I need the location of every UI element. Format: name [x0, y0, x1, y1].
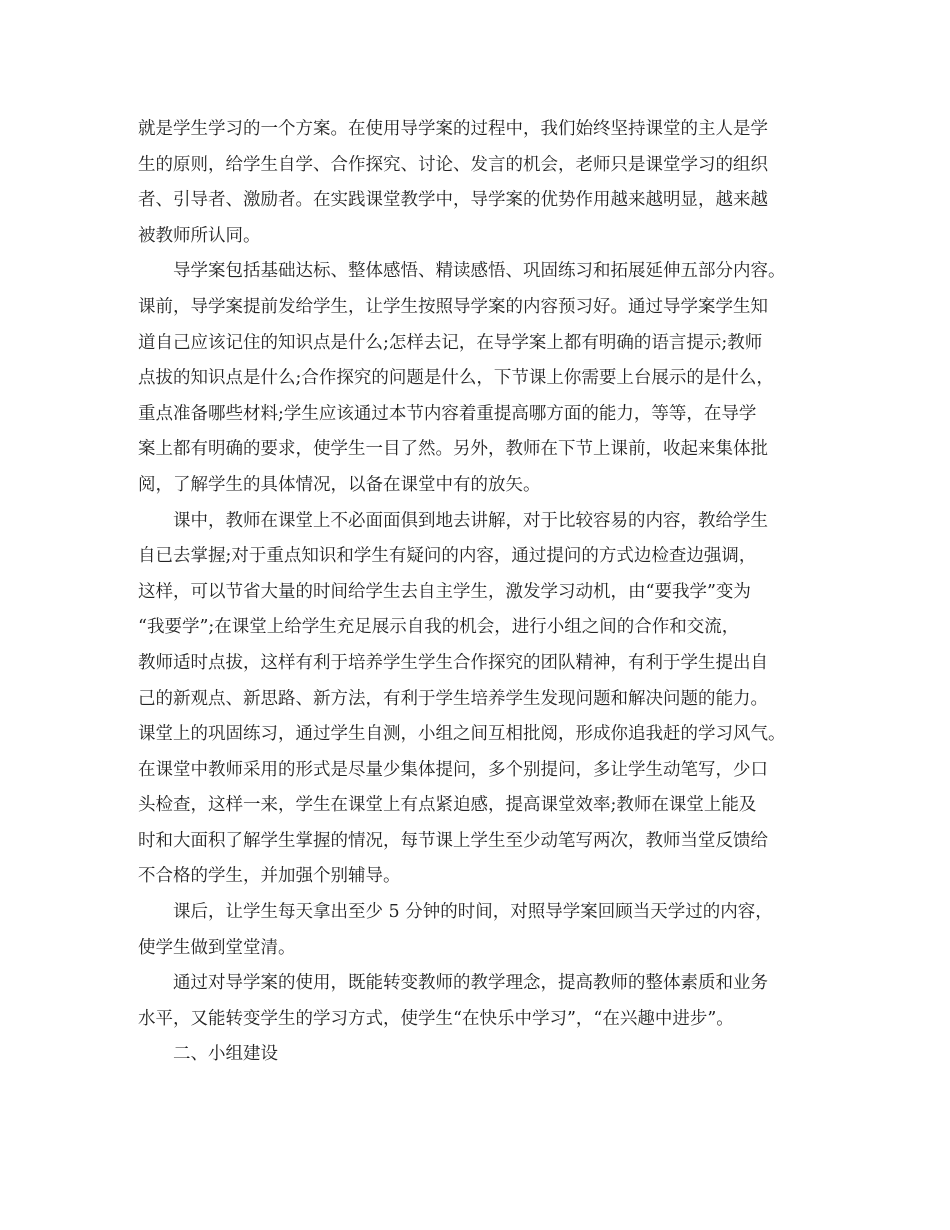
- text-line: 阅，了解学生的具体情况，以备在课堂中有的放矢。: [138, 474, 541, 495]
- text-line: 点拔的知识点是什么;合作探究的问题是什么，下节课上你需要上台展示的是什么，: [138, 368, 774, 389]
- text-line: 使学生做到堂堂清。: [138, 937, 296, 958]
- text-line: 生的原则，给学生自学、合作探究、讨论、发言的机会，老师只是课堂学习的组织: [138, 154, 768, 175]
- paragraph-first-line: 二、小组建设: [173, 1044, 278, 1065]
- text-line: “我要学”;在课堂上给学生充足展示自我的机会，进行小组之间的合作和交流，: [138, 617, 740, 638]
- text-line: 不合格的学生，并加强个别辅导。: [138, 866, 401, 887]
- text-line: 道自己应该记住的知识点是什么;怎样去记，在导学案上都有明确的语言提示;教师: [138, 332, 763, 353]
- paragraph-first-line: 课中，教师在课堂上不必面面俱到地去讲解，对于比较容易的内容，教给学生: [173, 510, 768, 531]
- text-line: 己的新观点、新思路、新方法，有利于学生培养学生发现问题和解决问题的能力。: [138, 688, 768, 709]
- paragraph-first-line: 课后，让学生每天拿出至少 5 分钟的时间，对照导学案回顾当天学过的内容，: [173, 902, 773, 923]
- text-line: 自已去掌握;对于重点知识和学生有疑问的内容，通过提问的方式边检查边强调，: [138, 546, 757, 567]
- text-line: 案上都有明确的要求，使学生一目了然。另外，教师在下节上课前，收起来集体批: [138, 439, 768, 460]
- document-body: [138, 112, 838, 1073]
- text-line: 头检查，这样一来，学生在课堂上有点紧迫感，提高课堂效率;教师在课堂上能及: [138, 795, 757, 816]
- text-line: 重点准备哪些材料;学生应该通过本节内容着重提高哪方面的能力，等等，在导学: [138, 403, 757, 424]
- text-line: 水平，又能转变学生的学习方式，使学生“在快乐中学习”，“在兴趣中进步”。: [138, 1008, 734, 1029]
- paragraph-first-line: 通过对导学案的使用，既能转变教师的教学理念，提高教师的整体素质和业务: [173, 973, 768, 994]
- text-line: 就是学生学习的一个方案。在使用导学案的过程中，我们始终坚持课堂的主人是学: [138, 119, 768, 139]
- text-line: 者、引导者、激励者。在实践课堂教学中，导学案的优势作用越来越明显，越来越: [138, 190, 768, 211]
- text-line: 被教师所认同。: [138, 225, 261, 246]
- text-line: 课堂上的巩固练习，通过学生自测，小组之间互相批阅，形成你追我赶的学习风气。: [138, 724, 786, 745]
- text-line: 在课堂中教师采用的形式是尽量少集体提问，多个别提问，多让学生动笔写，少口: [138, 759, 768, 780]
- text-line: 这样，可以节省大量的时间给学生去自主学生，激发学习动机，由“要我学”变为: [138, 581, 751, 602]
- text-line: 课前，导学案提前发给学生，让学生按照导学案的内容预习好。通过导学案学生知: [138, 296, 768, 317]
- text-line: 教师适时点拔，这样有利于培养学生学生合作探究的团队精神，有利于学生提出自: [138, 652, 768, 673]
- paragraph-first-line: 导学案包括基础达标、整体感悟、精读感悟、巩固练习和拓展延伸五部分内容。: [173, 261, 786, 282]
- text-line: 时和大面积了解学生掌握的情况，每节课上学生至少动笔写两次，教师当堂反馈给: [138, 830, 768, 851]
